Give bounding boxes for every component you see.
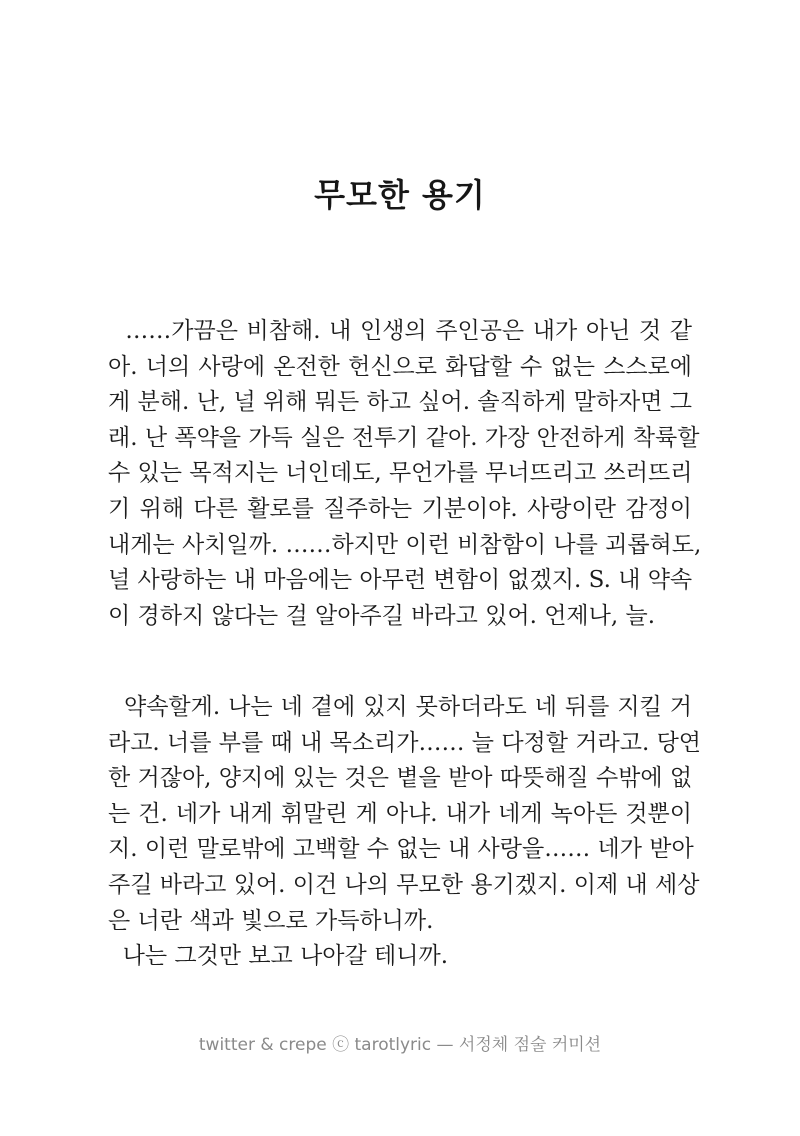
text-line: 게 분해. 난, 널 위해 뭐든 하고 싶어. 솔직하게 말하자면 그 [108, 389, 692, 416]
text-line: 한 거잖아, 양지에 있는 것은 볕을 받아 따뜻해질 수밖에 없 [108, 765, 693, 792]
text-line: 래. 난 폭약을 가득 실은 전투기 같아. 가장 안전하게 착륙할 [108, 424, 700, 451]
text-line: 나는 그것만 보고 나아갈 테니까. [108, 943, 449, 970]
page-title: 무모한 용기 [314, 176, 486, 214]
text-line: 널 사랑하는 내 마음에는 아무런 변함이 없겠지. S. 내 약속 [108, 567, 693, 594]
text-line: 라고. 너를 부를 때 내 목소리가…… 늘 다정할 거라고. 당연 [108, 729, 701, 756]
paragraph-1 [108, 314, 702, 634]
paragraph-2 [108, 690, 701, 975]
text-line: 기 위해 다른 활로를 질주하는 기분이야. 사랑이란 감정이 [108, 495, 692, 522]
text-line: 내게는 사치일까. ……하지만 이런 비참함이 나를 괴롭혀도, [108, 531, 702, 558]
text-line: 주길 바라고 있어. 이건 나의 무모한 용기겠지. 이제 내 세상 [108, 871, 700, 898]
text-line: 지. 이런 말로밖에 고백할 수 없는 내 사랑을…… 네가 받아 [108, 836, 694, 863]
credit-footer: twitter & crepe ⓒ tarotlyric — 서정체 점술 커미션 [198, 1035, 602, 1055]
text-line: 수 있는 목적지는 너인데도, 무언가를 무너뜨리고 쓰러뜨리 [108, 460, 693, 487]
text-line: ……가끔은 비참해. 내 인생의 주인공은 내가 아닌 것 같 [108, 318, 692, 344]
text-line: 약속할게. 나는 네 곁에 있지 못하더라도 네 뒤를 지킬 거 [108, 694, 692, 720]
text-line: 이 경하지 않다는 걸 알아주길 바라고 있어. 언제나, 늘. [108, 602, 655, 629]
text-line: 는 건. 네가 내게 휘말린 게 아냐. 내가 네게 녹아든 것뿐이 [108, 800, 692, 827]
text-line: 은 너란 색과 빛으로 가득하니까. [108, 907, 434, 934]
text-line: 아. 너의 사랑에 온전한 헌신으로 화답할 수 없는 스스로에 [108, 353, 692, 380]
